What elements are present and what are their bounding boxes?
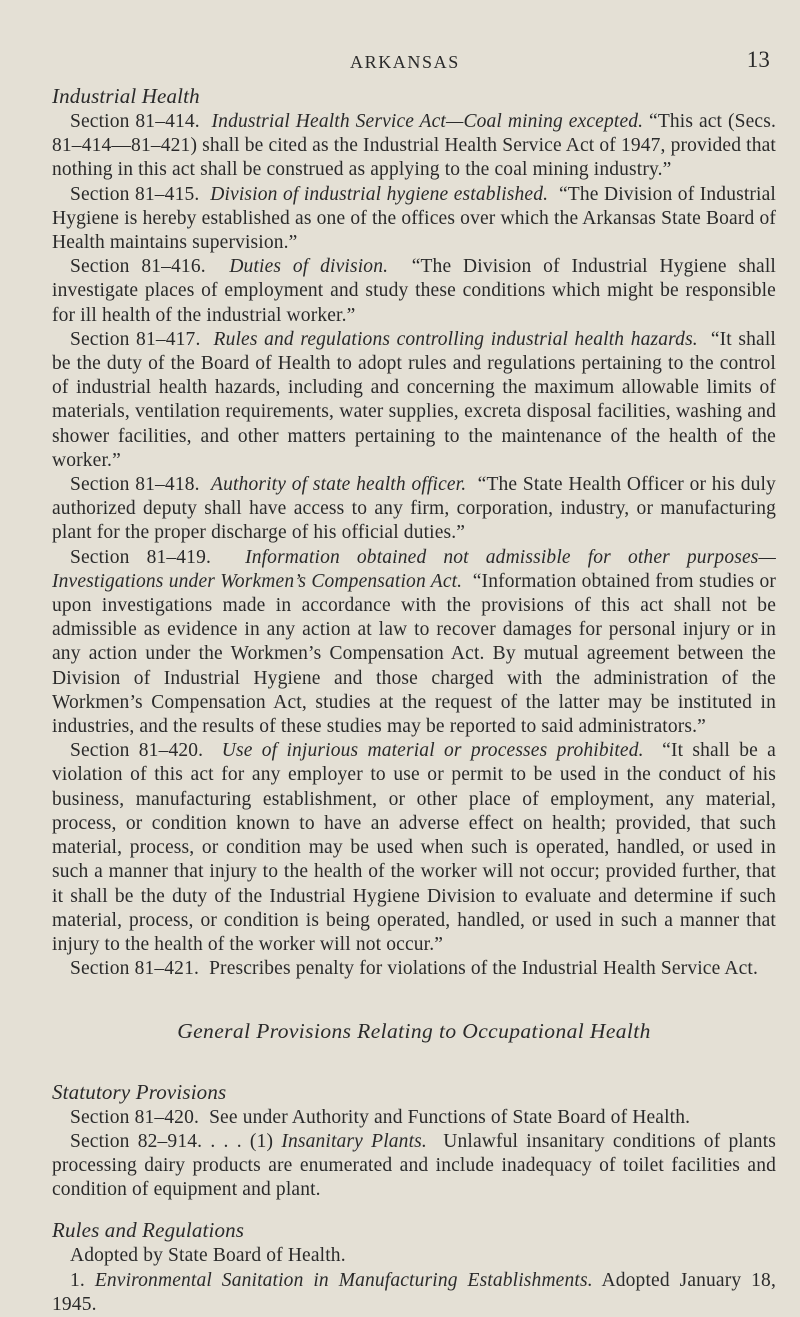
section-number: Section 81–415. xyxy=(70,183,200,205)
section-number: Section 81–414. xyxy=(70,111,200,132)
industrial-health-heading: Industrial Health xyxy=(52,84,200,108)
section-number: Section 81–418. xyxy=(70,474,200,496)
rule-item-number: 1. xyxy=(70,1269,85,1291)
rule-item-text: Adopted January 18, 1945. xyxy=(52,1269,776,1315)
page-number: 13 xyxy=(746,47,770,72)
section-paragraph xyxy=(52,546,776,740)
section-text: Unlawful insanitary conditions of plants processing dairy products are enumerated and include inadequacy of toilet facilities and condition of equipment and plant. xyxy=(52,1130,777,1201)
section-text: “It shall be a violation of this act for any employer to use or permit to be used in the conduct of his business, manufacturing establishment, or other place of employment, any material, process, or condition known to have an adverse effect on health; provided, that such material, process, or condition may be used when such is operated, handled, or used in such a manner that injury to the health of the worker will not occur; provided further, that it shall be the duty of the Industrial Hygiene Division to evaluate and determine if such material, process, or condition is being operated, handled, or used in such a manner that injury to the health of the worker will not occur.” xyxy=(52,740,776,955)
section-paragraph xyxy=(52,1130,776,1203)
section-heading: Use of injurious material or processes prohibited. xyxy=(221,740,644,762)
section-paragraph xyxy=(52,328,776,473)
running-title: ARKANSAS xyxy=(350,52,460,72)
section-heading: Information obtained not admissible for other purposes—Investigations under Workmen’s Compensation Act. xyxy=(52,546,776,592)
section-text: “This act (Secs. 81–414—81–421) shall be cited as the Industrial Health Service Act of 1947, provided that nothing in this act shall be construed as applying to the coal mining industry.” xyxy=(52,111,776,181)
section-heading: Rules and regulations controlling industrial health hazards. xyxy=(213,328,698,350)
running-head xyxy=(52,46,776,82)
section-text: See under Authority and Functions of State Board of Health. xyxy=(209,1106,691,1128)
section-text: “Information obtained from studies or upon investigations made in accordance with the provisions of this act shall not be admissible as evidence in any action at law to recover damages for personal injury or in any action under the Workmen’s Compensation Act. By mutual agreement between the Division of Industrial Hygiene and those charged with the administration of the Workmen’s Compensation Act, studies at the request of the latter may be instituted in industries, and the results of these studies may be reported to said administrators.” xyxy=(52,570,776,738)
statutory-provisions-heading: Statutory Provisions xyxy=(52,1079,227,1104)
section-heading: Duties of division. xyxy=(229,256,389,278)
industrial-health-sections xyxy=(52,110,776,981)
rules-regulations-heading: Rules and Regulations xyxy=(52,1218,245,1243)
section-heading: Insanitary Plants. xyxy=(281,1130,427,1152)
section-paragraph xyxy=(52,183,776,256)
section-paragraph xyxy=(52,1106,776,1130)
section-number: Section 81–416. xyxy=(70,256,206,278)
statutory-provisions-sections xyxy=(52,1106,776,1203)
section-number: Section 81–421. xyxy=(70,958,199,980)
section-number: Section 81–419. xyxy=(70,546,211,568)
section-text: Prescribes penalty for violations of the Industrial Health Service Act. xyxy=(209,958,758,980)
section-heading: Division of industrial hygiene established. xyxy=(210,183,549,205)
section-number: Section 81–417. xyxy=(70,328,201,350)
section-paragraph xyxy=(52,473,776,546)
section-text: “The State Health Officer or his duly authorized deputy shall have access to any firm, corporation, industry, or manufacturing plant for the proper discharge of his official duties.” xyxy=(52,474,776,544)
section-text: “The Division of Industrial Hygiene shall investigate places of employment and study these conditions which might be responsible for ill health of the industrial worker.” xyxy=(52,256,776,326)
rule-item xyxy=(52,1269,776,1317)
section-heading: Industrial Health Service Act—Coal mining excepted. xyxy=(211,111,644,132)
section-text: “The Division of Industrial Hygiene is hereby established as one of the offices over which the Arkansas State Board of Health maintains supervision.” xyxy=(52,183,776,254)
section-paragraph xyxy=(52,110,776,183)
section-number: Section 82–914. . . . (1) xyxy=(70,1130,274,1152)
rule-item-heading: Environmental Sanitation in Manufacturing Establishments. xyxy=(94,1269,593,1291)
section-paragraph xyxy=(52,957,776,981)
adopted-by-line: Adopted by State Board of Health. xyxy=(70,1245,346,1267)
rules-regulations-body xyxy=(52,1244,776,1317)
section-text: “It shall be the duty of the Board of Health to adopt rules and regulations pertaining to the control of industrial health hazards, including and concerning the maximum allowable limits of materials, ventilation requirements, water supplies, excreta disposal facilities, washing and shower facilities, and other matters pertaining to the maintenance of the health of the worker.” xyxy=(52,328,776,471)
section-paragraph xyxy=(52,255,776,328)
general-provisions-heading: General Provisions Relating to Occupational Health xyxy=(177,1019,651,1044)
section-paragraph xyxy=(52,739,776,957)
section-heading: Authority of state health officer. xyxy=(211,474,467,496)
section-number: Section 81–420. xyxy=(70,740,204,762)
section-number: Section 81–420. xyxy=(70,1106,199,1128)
